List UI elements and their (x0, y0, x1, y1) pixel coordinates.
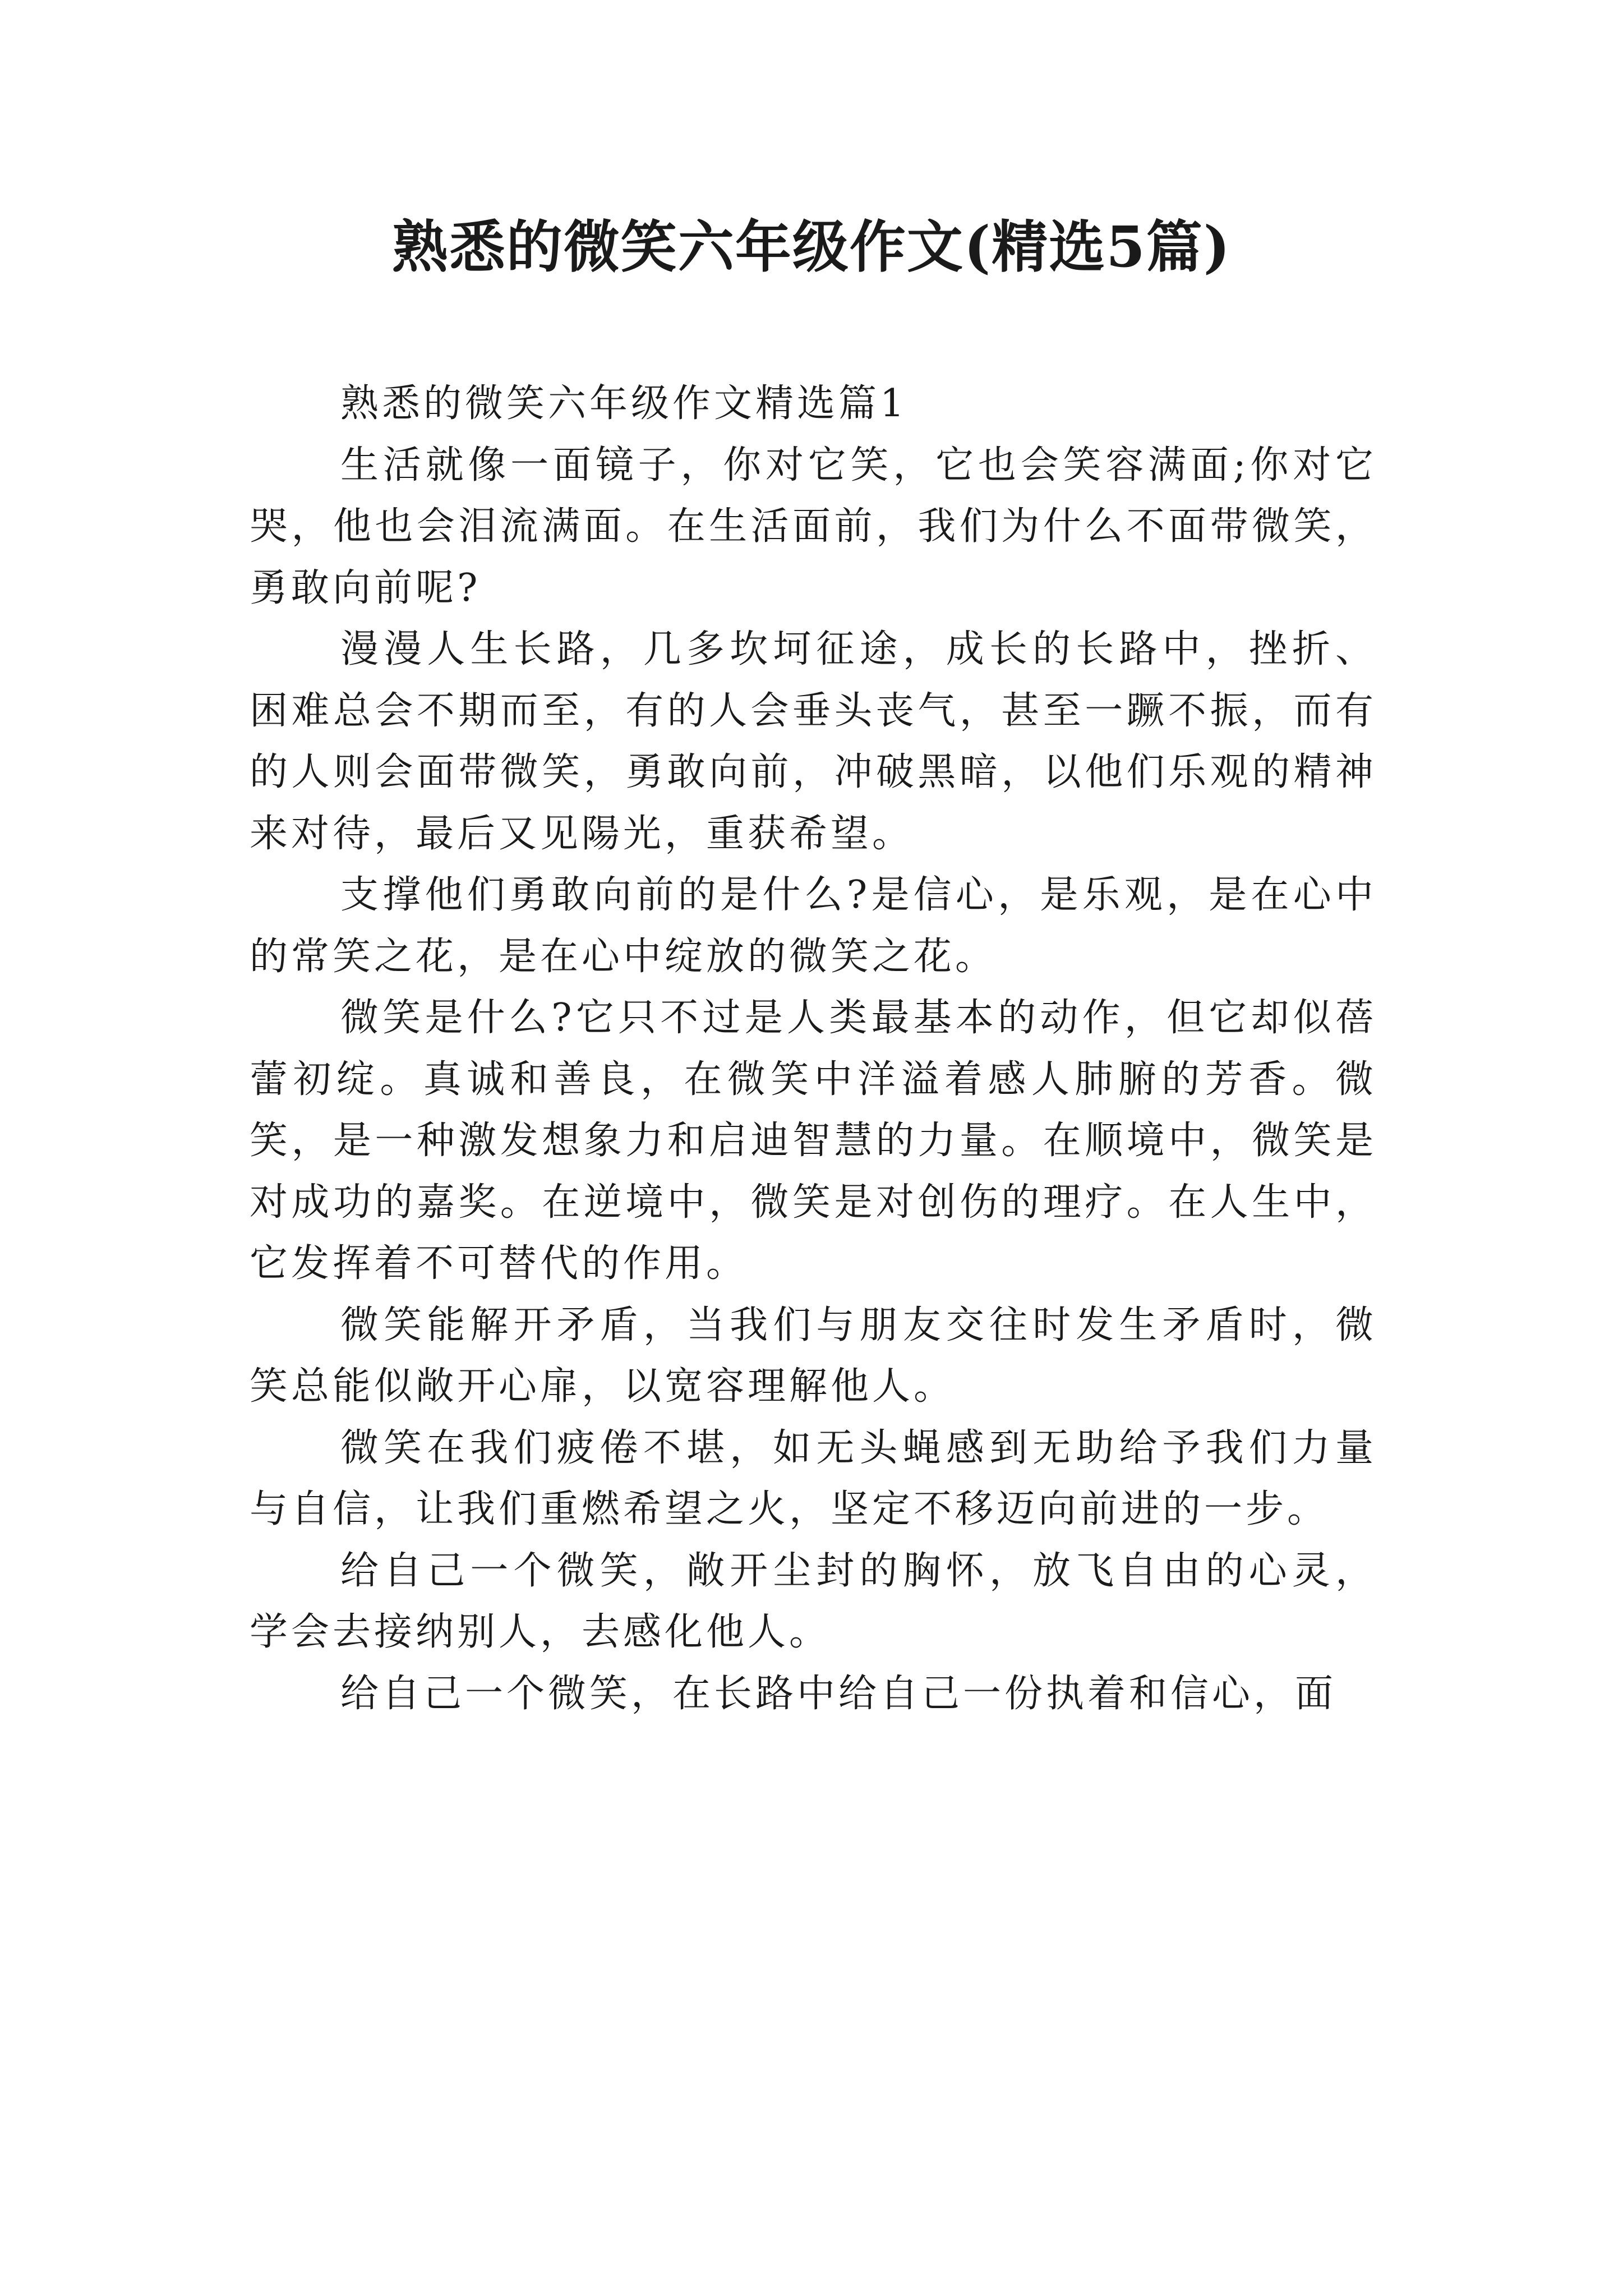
document-title: 熟悉的微笑六年级作文(精选5篇) (391, 214, 1232, 280)
paragraph: 生活就像一面镜子，你对它笑，它也会笑容满面;你对它哭，他也会泪流满面。在生活面前，我们为什么不面带微笑，勇敢向前呢? (250, 443, 1377, 610)
paragraph: 微笑在我们疲倦不堪，如无头蝇感到无助给予我们力量与自信，让我们重燃希望之火，坚定不移迈向前进的一步。 (250, 1425, 1377, 1531)
paragraph: 漫漫人生长路，几多坎坷征途，成长的长路中，挫折、困难总会不期而至，有的人会垂头丧气，甚至一蹶不振，而有的人则会面带微笑，勇敢向前，冲破黑暗，以他们乐观的精神来对待，最后又见陽光，重获希望。 (250, 627, 1377, 856)
section-heading: 熟悉的微笑六年级作文精选篇1 (340, 381, 908, 426)
paragraph: 支撑他们勇敢向前的是什么?是信心，是乐观，是在心中的常笑之花，是在心中绽放的微笑之花。 (250, 873, 1377, 979)
paragraph: 给自己一个微笑，在长路中给自己一份执着和信心，面 (340, 1671, 1337, 1716)
paragraph: 微笑能解开矛盾，当我们与朋友交往时发生矛盾时，微笑总能似敞开心扉，以宽容理解他人。 (250, 1303, 1377, 1409)
document-body (250, 373, 1377, 1724)
paragraph: 微笑是什么?它只不过是人类最基本的动作，但它却似蓓蕾初绽。真诚和善良，在微笑中洋溢着感人肺腑的芳香。微笑，是一种激发想象力和启迪智慧的力量。在顺境中，微笑是对成功的嘉奖。在逆境中，微笑是对创伤的理疗。在人生中，它发挥着不可替代的作用。 (250, 996, 1377, 1286)
paragraph: 给自己一个微笑，敞开尘封的胸怀，放飞自由的心灵，学会去接纳别人，去感化他人。 (250, 1548, 1377, 1654)
